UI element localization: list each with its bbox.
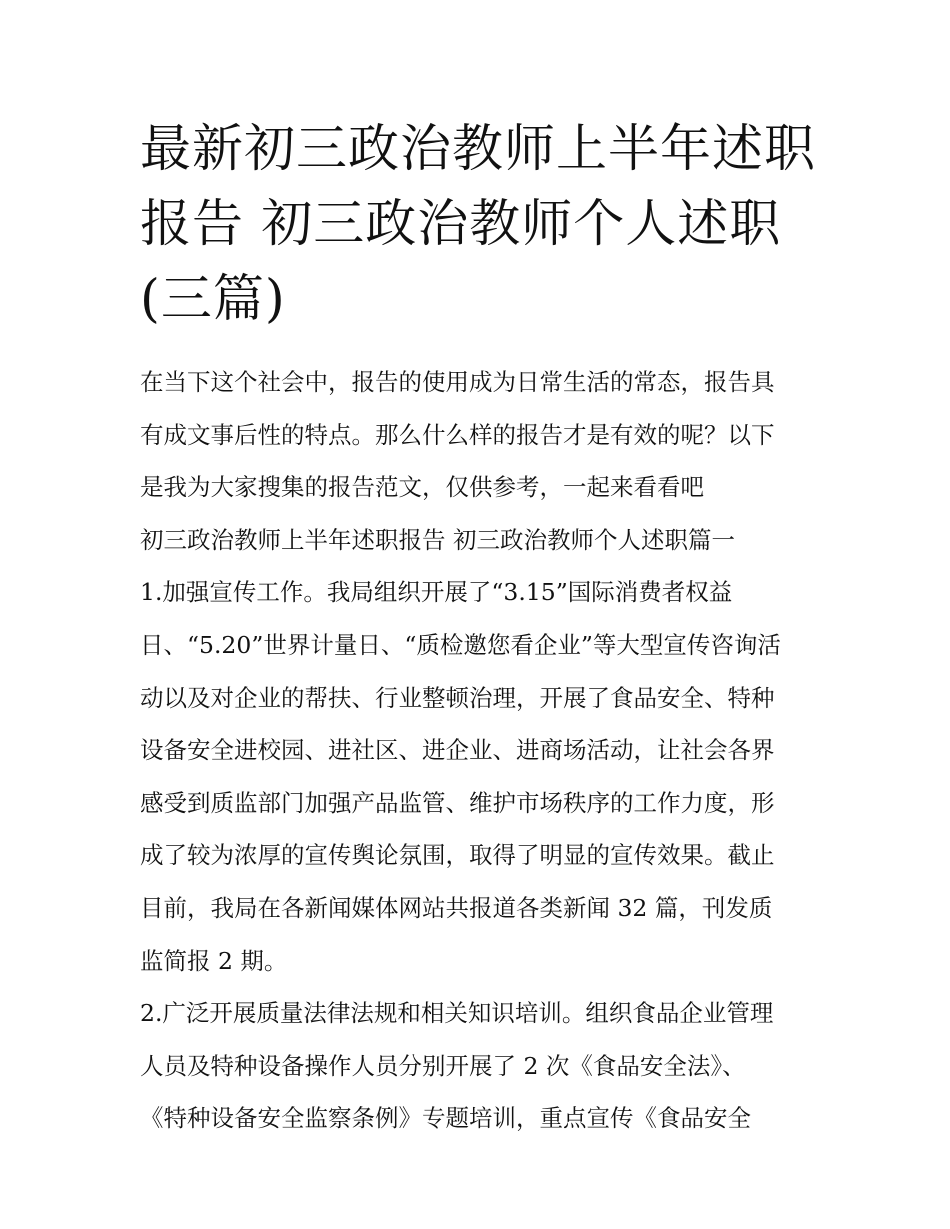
document-title — [140, 112, 820, 337]
section-heading: 初三政治教师上半年述职报告 初三政治教师个人述职篇一 — [140, 525, 735, 554]
paragraph-line: 2.广泛开展质量法律法规和相关知识培训。组织食品企业管理 — [140, 999, 774, 1028]
paragraph-line: 人员及特种设备操作人员分别开展了 2 次《食品安全法》、 — [140, 1051, 746, 1080]
paragraph-line: 目前，我局在各新闻媒体网站共报道各类新闻 32 篇，刊发质 — [140, 893, 773, 922]
paragraph-line: 成了较为浓厚的宣传舆论氛围，取得了明显的宣传效果。截止 — [140, 841, 775, 870]
title-line: 最新初三政治教师上半年述职 — [140, 120, 817, 179]
paragraph-line: 《特种设备安全监察条例》专题培训，重点宣传《食品安全 — [140, 1104, 751, 1133]
paragraph-line: 感受到质监部门加强产品监管、维护市场秩序的工作力度，形 — [140, 788, 775, 817]
intro-line: 在当下这个社会中，报告的使用成为日常生活的常态，报告具 — [140, 368, 775, 396]
intro-line: 是我为大家搜集的报告范文，仅供参考，一起来看看吧 — [140, 473, 704, 502]
paragraph-line: 1.加强宣传工作。我局组织开展了“3.15”国际消费者权益 — [140, 578, 733, 607]
paragraph-line: 动以及对企业的帮扶、行业整顿治理，开展了食品安全、特种 — [140, 683, 775, 712]
paragraph-line: 设备安全进校园、进社区、进企业、进商场活动，让社会各界 — [140, 736, 775, 765]
paragraph-line: 日、“5.20”世界计量日、“质检邀您看企业”等大型宣传咨询活 — [140, 630, 781, 659]
intro-line: 有成文事后性的特点。那么什么样的报告才是有效的呢？以下 — [140, 420, 775, 449]
document-body — [140, 356, 830, 1145]
title-line: 报告 初三政治教师个人述职 — [140, 195, 782, 254]
title-line: (三篇) — [140, 270, 286, 329]
paragraph-line: 监简报 2 期。 — [140, 946, 288, 975]
